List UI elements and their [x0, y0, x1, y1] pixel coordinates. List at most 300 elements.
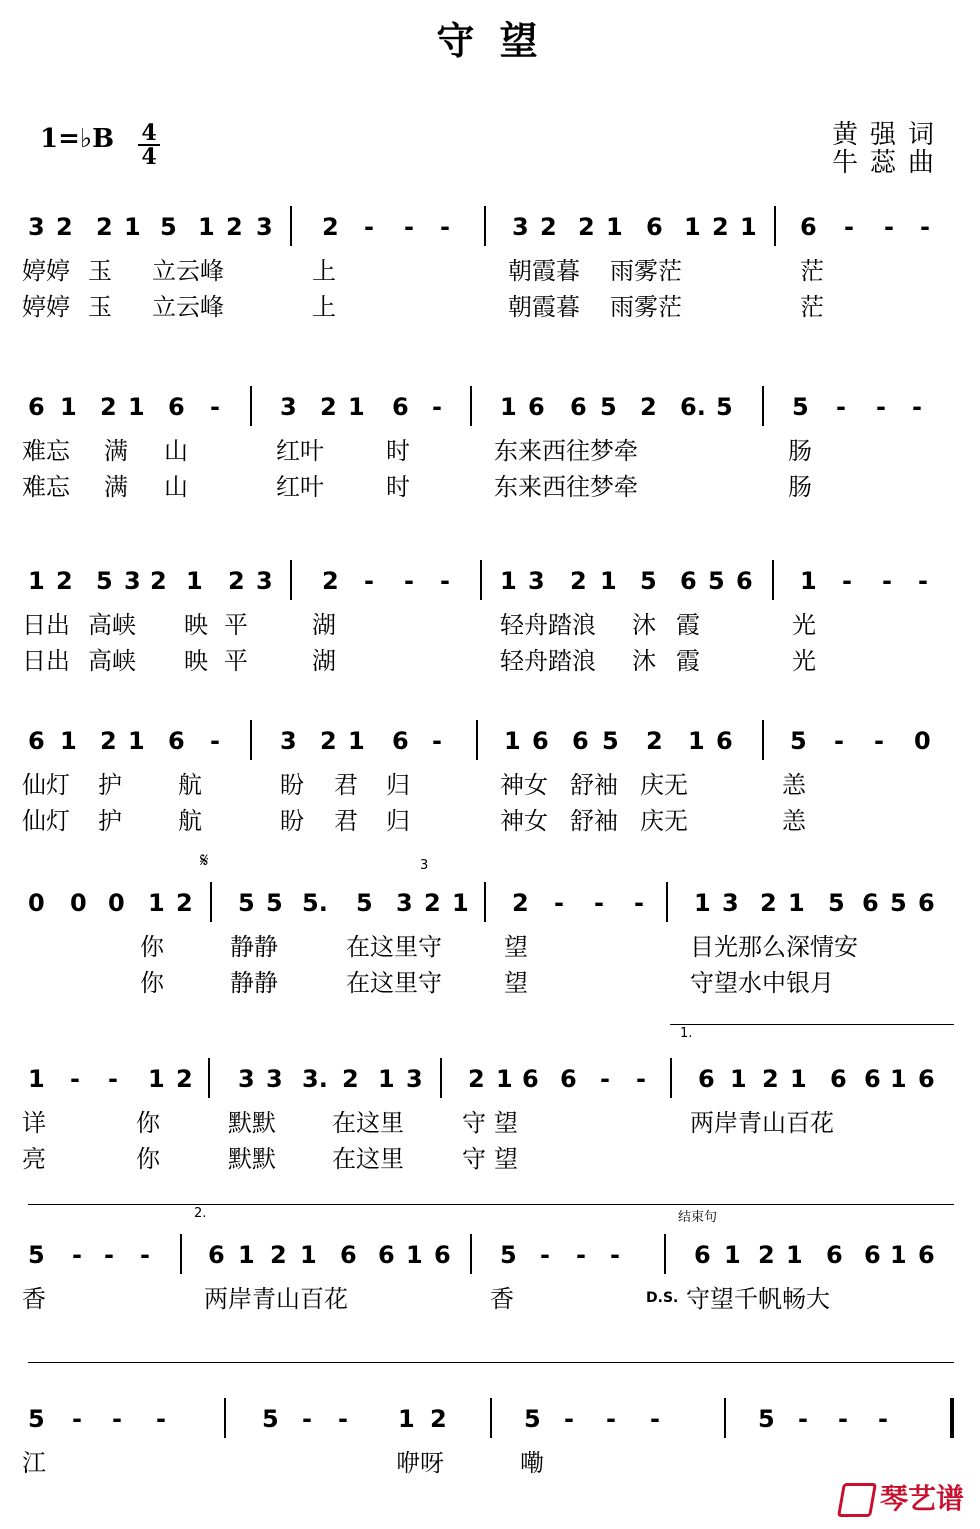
lyric-syllable: 湖	[312, 611, 336, 639]
note: 1	[406, 1241, 423, 1269]
lyrics-verse-1	[0, 770, 980, 804]
lyric-syllable: 在这里	[332, 1109, 404, 1137]
bar-line	[666, 882, 668, 922]
ending-2-label: 2.	[194, 1206, 207, 1221]
note: 5	[28, 1241, 45, 1269]
lyric-syllable: 平	[224, 611, 248, 639]
note: 6	[862, 889, 879, 917]
lyric-syllable: 高峡	[88, 647, 136, 675]
meter-top: 4	[141, 120, 157, 146]
lyric-syllable: 高峡	[88, 611, 136, 639]
lyrics-verse-2	[0, 1144, 980, 1178]
note: -	[210, 393, 220, 421]
lyric-syllable: 归	[386, 771, 410, 799]
lyric-syllable: 两岸青山百花	[204, 1285, 348, 1313]
note: 2	[320, 393, 337, 421]
note: 0	[914, 727, 931, 755]
bar-line	[724, 1398, 726, 1438]
lyric-syllable: 护	[98, 771, 122, 799]
note: 6	[716, 727, 733, 755]
note: -	[912, 393, 922, 421]
note: 1	[398, 1405, 415, 1433]
lyric-syllable: 时	[386, 473, 410, 501]
note: 6	[434, 1241, 451, 1269]
final-bar	[950, 1398, 954, 1438]
note: 1	[28, 567, 45, 595]
note: -	[140, 1241, 150, 1269]
note: 5	[524, 1405, 541, 1433]
note: 2	[320, 727, 337, 755]
lyric-syllable: 仙灯	[22, 807, 70, 835]
lyric-syllable: 在这里守	[346, 969, 442, 997]
note: -	[70, 1065, 80, 1093]
note: 1	[148, 1065, 165, 1093]
lyrics-verse-2	[0, 646, 980, 680]
note: 3	[28, 213, 45, 241]
lyric-syllable: 护	[98, 807, 122, 835]
note: 6	[392, 393, 409, 421]
lyric-syllable: 光	[792, 647, 816, 675]
note: 2	[540, 213, 557, 241]
note: -	[834, 727, 844, 755]
bar-line	[484, 206, 486, 246]
note: 3	[256, 213, 273, 241]
note: 5	[262, 1405, 279, 1433]
note: 6	[340, 1241, 357, 1269]
lyric-syllable: 两岸青山百花	[690, 1109, 834, 1137]
note: 2	[176, 1065, 193, 1093]
note: 5	[356, 889, 373, 917]
note: -	[554, 889, 564, 917]
note: -	[650, 1405, 660, 1433]
note: -	[874, 727, 884, 755]
note: 5	[266, 889, 283, 917]
note: 2	[56, 567, 73, 595]
bar-line	[762, 386, 764, 426]
note: -	[404, 567, 414, 595]
note: -	[440, 213, 450, 241]
lyric-syllable: 静静	[230, 933, 278, 961]
lyric-syllable: 嘞	[520, 1449, 544, 1477]
ending-bracket	[28, 1204, 954, 1205]
note: 6	[918, 1065, 935, 1093]
note: 5.	[302, 889, 328, 917]
note: 2	[468, 1065, 485, 1093]
lyric-syllable: 婷婷	[22, 257, 70, 285]
lyric-syllable: 你	[136, 1145, 160, 1173]
lyric-syllable: 难忘	[22, 473, 70, 501]
note: 5	[828, 889, 845, 917]
note: 5	[890, 889, 907, 917]
note: 2	[176, 889, 193, 917]
triplet-mark: 3	[420, 858, 429, 873]
lyric-syllable: 守	[462, 1145, 486, 1173]
note: 1	[504, 727, 521, 755]
lyricist-credit: 黄强词	[832, 120, 947, 150]
note: -	[338, 1405, 348, 1433]
lyric-syllable: 详	[22, 1109, 46, 1137]
lyric-syllable: 难忘	[22, 437, 70, 465]
note: 5	[160, 213, 177, 241]
note: 6	[28, 727, 45, 755]
note: -	[440, 567, 450, 595]
note: 3	[280, 727, 297, 755]
lyric-syllable: 满	[104, 437, 128, 465]
lyric-syllable: 舒袖	[570, 807, 618, 835]
ds-mark: D.S.	[646, 1290, 679, 1306]
note: -	[576, 1241, 586, 1269]
lyric-syllable: 肠	[788, 437, 812, 465]
lyric-syllable: 雨雾茫	[610, 257, 682, 285]
note: 6	[830, 1065, 847, 1093]
note: 2	[424, 889, 441, 917]
note: 1	[606, 213, 623, 241]
lyric-syllable: 航	[178, 771, 202, 799]
lyric-syllable: 恙	[782, 771, 806, 799]
note: 5	[792, 393, 809, 421]
notes-row	[0, 1404, 980, 1444]
bar-line	[480, 560, 482, 600]
lyric-syllable: 归	[386, 807, 410, 835]
lyric-syllable: 上	[312, 293, 336, 321]
time-signature	[138, 122, 160, 168]
note: 5	[790, 727, 807, 755]
lyric-syllable: 神女	[500, 807, 548, 835]
note: 1	[890, 1241, 907, 1269]
lyric-syllable: 婷婷	[22, 293, 70, 321]
lyric-syllable: 庆无	[640, 807, 688, 835]
lyrics-verse-1	[0, 256, 980, 290]
lyric-syllable: 在这里	[332, 1145, 404, 1173]
note: 5	[716, 393, 733, 421]
lyric-syllable: 茫	[800, 257, 824, 285]
lyric-syllable: 默默	[228, 1109, 276, 1137]
note: 5	[28, 1405, 45, 1433]
lyrics-verse-1	[0, 610, 980, 644]
note: 2	[342, 1065, 359, 1093]
note: -	[108, 1065, 118, 1093]
note: -	[156, 1405, 166, 1433]
note: 3	[256, 567, 273, 595]
note: 3	[396, 889, 413, 917]
note: 6	[560, 1065, 577, 1093]
lyrics-verse-1	[0, 1284, 980, 1318]
note: 2	[578, 213, 595, 241]
note: 1	[496, 1065, 513, 1093]
note: 5	[758, 1405, 775, 1433]
notes-row	[0, 392, 980, 432]
note: 6	[532, 727, 549, 755]
lyrics-verse-1	[0, 1448, 980, 1482]
note: 6	[392, 727, 409, 755]
note: -	[836, 393, 846, 421]
lyric-syllable: 盼	[280, 807, 304, 835]
note: -	[884, 213, 894, 241]
lyric-syllable: 望	[494, 1109, 518, 1137]
note: 1	[890, 1065, 907, 1093]
note: 6	[918, 1241, 935, 1269]
note: -	[876, 393, 886, 421]
lyric-syllable: 恙	[782, 807, 806, 835]
lyric-syllable: 香	[22, 1285, 46, 1313]
note: 0	[70, 889, 87, 917]
lyric-syllable: 沐	[632, 647, 656, 675]
lyric-syllable: 仙灯	[22, 771, 70, 799]
lyric-syllable: 光	[792, 611, 816, 639]
lyric-syllable: 君	[334, 807, 358, 835]
lyric-syllable: 映	[184, 647, 208, 675]
lyric-syllable: 日出	[22, 647, 70, 675]
lyric-syllable: 你	[140, 969, 164, 997]
bar-line	[762, 720, 764, 760]
note: 6	[208, 1241, 225, 1269]
note: 1	[124, 213, 141, 241]
note: 5	[96, 567, 113, 595]
note: 3	[722, 889, 739, 917]
lyric-syllable: 霞	[676, 647, 700, 675]
note: 3	[238, 1065, 255, 1093]
note: 6	[646, 213, 663, 241]
note: 6	[864, 1241, 881, 1269]
note: -	[636, 1065, 646, 1093]
note: 1	[452, 889, 469, 917]
note: 2	[430, 1405, 447, 1433]
note: -	[564, 1405, 574, 1433]
note: -	[104, 1241, 114, 1269]
lyric-syllable: 庆无	[640, 771, 688, 799]
lyric-syllable: 你	[140, 933, 164, 961]
note: -	[842, 567, 852, 595]
note: 1	[790, 1065, 807, 1093]
lyric-syllable: 玉	[88, 293, 112, 321]
page-title: 守 望	[436, 18, 544, 63]
note: 1	[128, 727, 145, 755]
note: -	[798, 1405, 808, 1433]
lyric-syllable: 湖	[312, 647, 336, 675]
bar-line	[290, 206, 292, 246]
bar-line	[250, 720, 252, 760]
note: 2	[760, 889, 777, 917]
note: 2	[226, 213, 243, 241]
lyrics-verse-2	[0, 968, 980, 1002]
note: 6	[522, 1065, 539, 1093]
logo-text: 琴艺谱	[879, 1482, 964, 1515]
note: -	[606, 1405, 616, 1433]
note: -	[364, 567, 374, 595]
notes-row	[0, 888, 980, 928]
note: 2	[712, 213, 729, 241]
note: 1	[348, 393, 365, 421]
lyric-syllable: 红叶	[276, 473, 324, 501]
lyrics-verse-1	[0, 436, 980, 470]
lyric-syllable: 东来西往梦牵	[494, 437, 638, 465]
note: -	[112, 1405, 122, 1433]
lyric-syllable: 平	[224, 647, 248, 675]
bar-line	[224, 1398, 226, 1438]
note: -	[600, 1065, 610, 1093]
note: 1	[148, 889, 165, 917]
note: 2	[228, 567, 245, 595]
lyric-syllable: 山	[164, 437, 188, 465]
note: 3.	[302, 1065, 328, 1093]
note: 1	[730, 1065, 747, 1093]
lyric-syllable: 咿呀	[396, 1449, 444, 1477]
lyric-syllable: 立云峰	[152, 257, 224, 285]
note: 5	[238, 889, 255, 917]
lyric-syllable: 东来西往梦牵	[494, 473, 638, 501]
lyric-syllable: 望	[494, 1145, 518, 1173]
bar-line	[490, 1398, 492, 1438]
note: 6	[918, 889, 935, 917]
lyric-syllable: 雨雾茫	[610, 293, 682, 321]
note: 1	[740, 213, 757, 241]
note: 0	[108, 889, 125, 917]
lyric-syllable: 君	[334, 771, 358, 799]
note: 2	[646, 727, 663, 755]
key-signature: 1=♭B	[40, 124, 115, 154]
lyric-syllable: 轻舟踏浪	[500, 611, 596, 639]
note: 1	[688, 727, 705, 755]
note: -	[634, 889, 644, 917]
lyric-syllable: 轻舟踏浪	[500, 647, 596, 675]
bar-line	[440, 1058, 442, 1098]
note: 5	[602, 727, 619, 755]
lyric-syllable: 朝霞暮	[508, 257, 580, 285]
note: 1	[788, 889, 805, 917]
note: 1	[300, 1241, 317, 1269]
note: 2	[758, 1241, 775, 1269]
note: -	[72, 1241, 82, 1269]
lyric-syllable: 映	[184, 611, 208, 639]
note: 1	[724, 1241, 741, 1269]
note: 6	[168, 727, 185, 755]
note: 1	[60, 393, 77, 421]
note: 1	[600, 567, 617, 595]
lyric-syllable: 目光那么深情安	[690, 933, 858, 961]
note: 6	[572, 727, 589, 755]
lyrics-verse-1	[0, 1108, 980, 1142]
note: -	[918, 567, 928, 595]
note: 1	[198, 213, 215, 241]
lyric-syllable: 玉	[88, 257, 112, 285]
lyric-syllable: 红叶	[276, 437, 324, 465]
coda-label: 结束句	[678, 1210, 718, 1225]
note: 6.	[680, 393, 706, 421]
lyric-syllable: 航	[178, 807, 202, 835]
note: 2	[96, 213, 113, 241]
note: 1	[378, 1065, 395, 1093]
note: 6	[378, 1241, 395, 1269]
note: -	[610, 1241, 620, 1269]
bar-line	[476, 720, 478, 760]
note: 3	[266, 1065, 283, 1093]
note: 2	[322, 213, 339, 241]
composer-credit: 牛蕊曲	[832, 148, 947, 178]
lyric-syllable: 江	[22, 1449, 46, 1477]
lyric-syllable: 时	[386, 437, 410, 465]
bar-line	[772, 560, 774, 600]
lyric-syllable: 默默	[228, 1145, 276, 1173]
lyric-syllable: 上	[312, 257, 336, 285]
note: 6	[698, 1065, 715, 1093]
lyrics-verse-2	[0, 292, 980, 326]
lyric-syllable: 望	[504, 969, 528, 997]
segno-mark: 𝄋	[200, 848, 209, 872]
bar-line	[774, 206, 776, 246]
logo-icon	[837, 1483, 877, 1517]
bar-line	[210, 882, 212, 922]
note: -	[302, 1405, 312, 1433]
note: -	[540, 1241, 550, 1269]
note: 6	[570, 393, 587, 421]
note: 2	[56, 213, 73, 241]
note: 1	[128, 393, 145, 421]
lyric-syllable: 亮	[22, 1145, 46, 1173]
note: 5	[500, 1241, 517, 1269]
note: 1	[500, 567, 517, 595]
note: 6	[168, 393, 185, 421]
lyric-syllable: 沐	[632, 611, 656, 639]
note: 6	[528, 393, 545, 421]
lyric-syllable: 望	[504, 933, 528, 961]
lyric-syllable: 朝霞暮	[508, 293, 580, 321]
lyrics-verse-2	[0, 472, 980, 506]
note: -	[404, 213, 414, 241]
lyric-syllable: 守望千帆畅大	[686, 1285, 830, 1313]
note: 1	[694, 889, 711, 917]
note: 5	[600, 393, 617, 421]
lyric-syllable: 日出	[22, 611, 70, 639]
bar-line	[470, 386, 472, 426]
lyric-syllable: 立云峰	[152, 293, 224, 321]
bar-line	[208, 1058, 210, 1098]
note: 3	[280, 393, 297, 421]
lyric-syllable: 守望水中银月	[690, 969, 834, 997]
lyric-syllable: 山	[164, 473, 188, 501]
note: 2	[270, 1241, 287, 1269]
note: 0	[28, 889, 45, 917]
note: 1	[238, 1241, 255, 1269]
note: -	[364, 213, 374, 241]
note: 2	[762, 1065, 779, 1093]
note: 2	[100, 727, 117, 755]
bar-line	[670, 1058, 672, 1098]
lyric-syllable: 茫	[800, 293, 824, 321]
lyric-syllable: 舒袖	[570, 771, 618, 799]
note: 6	[864, 1065, 881, 1093]
lyric-syllable: 神女	[500, 771, 548, 799]
note: 2	[570, 567, 587, 595]
ending-1-bracket	[670, 1024, 954, 1025]
note: 6	[736, 567, 753, 595]
note: -	[594, 889, 604, 917]
note: 1	[800, 567, 817, 595]
note: 1	[786, 1241, 803, 1269]
note: 6	[694, 1241, 711, 1269]
note: -	[838, 1405, 848, 1433]
lyric-syllable: 满	[104, 473, 128, 501]
note: -	[432, 393, 442, 421]
note: 5	[640, 567, 657, 595]
bar-line	[470, 1234, 472, 1274]
note: -	[432, 727, 442, 755]
note: -	[72, 1405, 82, 1433]
note: 6	[28, 393, 45, 421]
note: 1	[60, 727, 77, 755]
lyric-syllable: 静静	[230, 969, 278, 997]
note: 3	[528, 567, 545, 595]
notes-row	[0, 212, 980, 252]
